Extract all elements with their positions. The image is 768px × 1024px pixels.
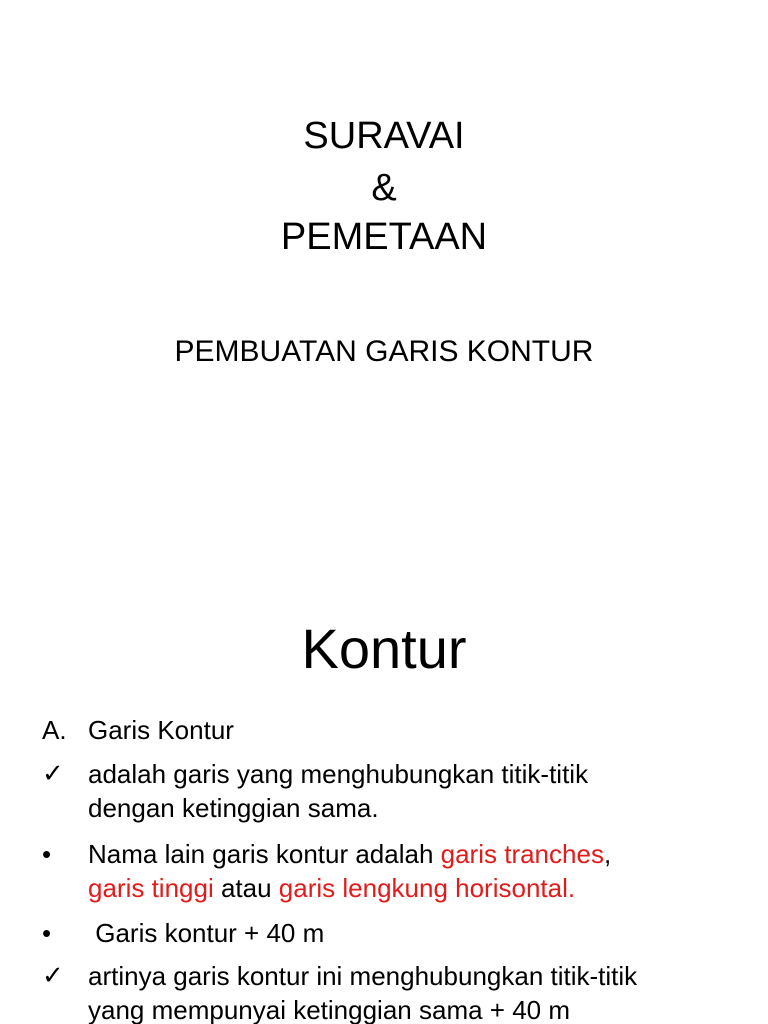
slide-title-line-2: & <box>371 167 397 209</box>
checkmark-icon: ✓ <box>42 758 64 788</box>
bullet-1-middle: atau <box>213 873 279 903</box>
bullet-1-prefix: Nama lain garis kontur adalah <box>88 839 441 869</box>
check-item-2-line-1: artinya garis kontur ini menghubungkan titik-titik <box>88 961 638 991</box>
bullet-item-1-line-1 <box>88 837 611 871</box>
bullet-1-comma: , <box>603 839 612 869</box>
check-item-1-line-2: dengan ketinggian sama. <box>88 793 379 823</box>
content-slide <box>0 512 768 1024</box>
bullet-icon: • <box>42 839 52 869</box>
bullet-item-1-line-2 <box>88 871 575 905</box>
slide-title-line-1: SURAVAI <box>303 115 465 157</box>
highlight-garis-lengkung: garis lengkung horisontal. <box>278 873 576 903</box>
item-a-text: Garis Kontur <box>88 715 234 745</box>
slide-subtitle: PEMBUATAN GARIS KONTUR <box>174 335 594 368</box>
highlight-garis-tinggi: garis tinggi <box>88 873 214 903</box>
bullet-item-2-text: Garis kontur + 40 m <box>88 918 325 948</box>
check-item-1-line-1: adalah garis yang menghubungkan titik-titik <box>88 759 589 789</box>
item-a-marker: A. <box>42 715 67 745</box>
highlight-garis-tranches: garis tranches <box>440 839 604 869</box>
content-slide-title: Kontur <box>301 617 467 680</box>
bullet-icon: • <box>42 918 52 948</box>
slide-title-line-3: PEMETAAN <box>280 216 488 258</box>
check-item-2-line-2: yang mempunyai ketinggian sama + 40 m <box>88 995 570 1024</box>
checkmark-icon: ✓ <box>42 960 64 990</box>
